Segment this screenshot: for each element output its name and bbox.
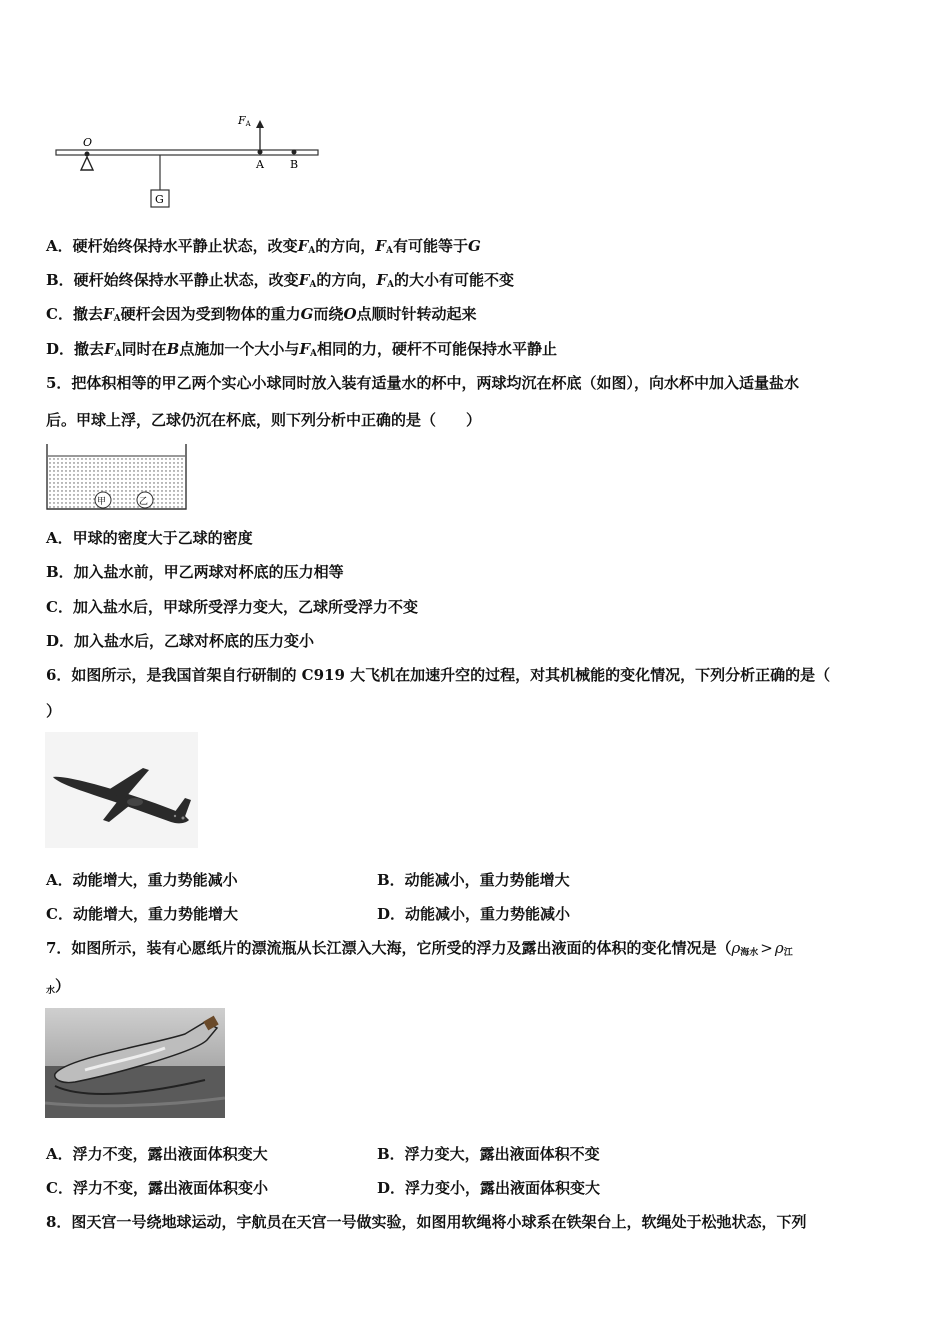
q7-stem-line1: 7．如图所示，装有心愿纸片的漂流瓶从长江漂入大海，它所受的浮力及露出液面的体积的变化情况是（$\rho_{海水} > \rho_江$ [46,939,793,958]
point-a-label: A [256,158,264,171]
q7-option-c: C．浮力不变，露出液面体积变小 [46,1179,268,1197]
weight-label: G [155,193,164,206]
q5-option-d: D．加入盐水后，乙球对杯底的压力变小 [46,632,315,650]
pivot-label: O [83,136,93,149]
q4-option-d: D．撤去$F_A$同时在B点施加一个大小与$F_A$相同的力，硬杆不可能保持水平静止 [46,340,558,359]
q6-stem-line2: ） [46,702,62,720]
point-a-dot [258,150,263,155]
force-label: FA [238,114,251,128]
water-fill [48,456,185,509]
q6-option-a: A．动能增大，重力势能减小 [46,871,238,889]
cup-diagram [45,442,190,512]
q7-option-b: B．浮力变大，露出液面体积不变 [377,1145,600,1163]
q5-stem-line2: 后。甲球上浮，乙球仍沉在杯底，则下列分析中正确的是（ ） [46,411,482,429]
pivot-triangle [81,157,93,170]
lever-bar [56,150,318,155]
q5-stem-line1: 5．把体积相等的甲乙两个实心小球同时放入装有适量水的杯中，两球均沉在杯底（如图），向水杯中加入适量盐水 [46,374,799,392]
q7-option-a: A．浮力不变，露出液面体积变大 [46,1145,268,1163]
q7-stem-line2: $_水$） [46,977,71,996]
q4-option-b: B．硬杆始终保持水平静止状态，改变$F_A$的方向，$F_A$的大小有可能不变 [46,271,514,290]
q6-stem-line1: 6．如图所示，是我国首架自行研制的 C919 大飞机在加速升空的过程，对其机械能的变化情况，下列分析正确的是（ [46,666,831,684]
ball-yi-label: 乙 [139,497,149,507]
bottle-photo [45,1008,225,1118]
q5-option-b: B．加入盐水前，甲乙两球对杯底的压力相等 [46,563,344,581]
q4-option-a: A．硬杆始终保持水平静止状态，改变$F_A$的方向，$F_A$有可能等于G [46,237,481,256]
force-arrow-head [256,120,264,128]
q6-option-c: C．动能增大，重力势能增大 [46,905,238,923]
q6-option-d: D．动能减小，重力势能减小 [377,905,571,923]
ball-jia-label: 甲 [97,497,107,507]
point-b-label: B [290,158,299,171]
airplane-photo [45,732,198,848]
q5-option-a: A．甲球的密度大于乙球的密度 [46,529,253,547]
q6-option-b: B．动能减小，重力势能增大 [377,871,570,889]
q5-option-c: C．加入盐水后，甲球所受浮力变大，乙球所受浮力不变 [46,598,418,616]
lever-diagram [50,108,330,213]
q7-option-d: D．浮力变小，露出液面体积变大 [377,1179,601,1197]
q4-option-c: C．撤去$F_A$硬杆会因为受到物体的重力G而绕O点顺时针转动起来 [46,305,477,324]
q8-stem-line1: 8．图天宫一号绕地球运动，宇航员在天宫一号做实验，如图用软绳将小球系在铁架台上，软绳处于松弛状态，下列 [46,1213,807,1231]
point-b-dot [292,150,297,155]
